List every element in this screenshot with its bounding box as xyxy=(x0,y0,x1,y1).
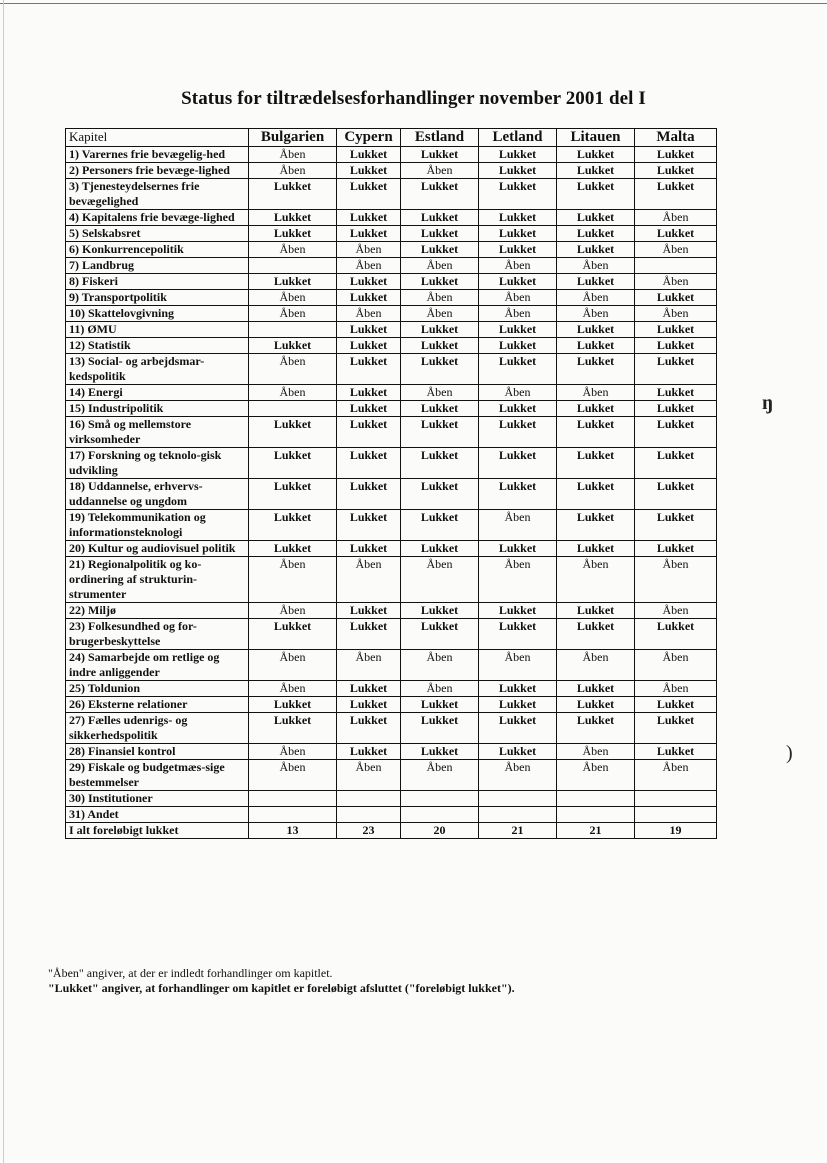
status-cell: Lukket xyxy=(249,179,337,210)
table-row xyxy=(66,713,717,744)
chapter-label: 16) Små og mellemstore virksomheder xyxy=(66,417,249,448)
status-cell: Lukket xyxy=(635,401,717,417)
status-cell: Åben xyxy=(337,242,401,258)
chapter-label: 27) Fælles udenrigs- og sikkerhedspolitik xyxy=(66,713,249,744)
status-cell: Lukket xyxy=(557,619,635,650)
status-cell xyxy=(557,807,635,823)
status-cell: Åben xyxy=(249,163,337,179)
status-cell: Lukket xyxy=(401,744,479,760)
status-cell: Lukket xyxy=(337,744,401,760)
total-cell: 23 xyxy=(337,823,401,839)
status-cell: Lukket xyxy=(479,147,557,163)
status-cell: Lukket xyxy=(479,479,557,510)
status-cell: Lukket xyxy=(337,354,401,385)
total-row xyxy=(66,823,717,839)
status-cell: Lukket xyxy=(557,147,635,163)
chapter-label: 23) Folkesundhed og for-brugerbeskyttelse xyxy=(66,619,249,650)
status-cell: Åben xyxy=(337,650,401,681)
status-cell: Lukket xyxy=(479,619,557,650)
status-cell: Lukket xyxy=(249,619,337,650)
status-cell: Åben xyxy=(557,290,635,306)
status-cell xyxy=(635,807,717,823)
table-row xyxy=(66,226,717,242)
status-cell: Lukket xyxy=(249,510,337,541)
status-cell: Åben xyxy=(635,242,717,258)
status-cell: Åben xyxy=(249,147,337,163)
status-cell: Åben xyxy=(249,306,337,322)
status-cell: Åben xyxy=(401,306,479,322)
status-cell: Lukket xyxy=(635,226,717,242)
status-cell: Lukket xyxy=(337,274,401,290)
total-cell: 13 xyxy=(249,823,337,839)
status-cell: Lukket xyxy=(401,417,479,448)
chapter-label: 25) Toldunion xyxy=(66,681,249,697)
chapter-label: 22) Miljø xyxy=(66,603,249,619)
status-cell: Åben xyxy=(249,650,337,681)
table-row xyxy=(66,541,717,557)
status-cell: Lukket xyxy=(401,510,479,541)
status-cell: Lukket xyxy=(401,147,479,163)
status-cell: Lukket xyxy=(635,385,717,401)
table-row xyxy=(66,807,717,823)
status-cell: Lukket xyxy=(249,479,337,510)
status-cell: Lukket xyxy=(337,163,401,179)
status-cell: Åben xyxy=(557,760,635,791)
status-cell: Lukket xyxy=(635,147,717,163)
status-cell: Åben xyxy=(401,650,479,681)
status-cell: Lukket xyxy=(557,401,635,417)
status-cell xyxy=(249,401,337,417)
status-cell: Lukket xyxy=(557,448,635,479)
chapter-label: 10) Skattelovgivning xyxy=(66,306,249,322)
status-cell: Åben xyxy=(557,744,635,760)
status-cell: Lukket xyxy=(479,338,557,354)
status-cell: Lukket xyxy=(401,697,479,713)
status-cell: Lukket xyxy=(249,338,337,354)
chapter-label: 17) Forskning og teknolo-gisk udvikling xyxy=(66,448,249,479)
table-row xyxy=(66,163,717,179)
table-row xyxy=(66,650,717,681)
chapter-label: 12) Statistik xyxy=(66,338,249,354)
total-cell: 19 xyxy=(635,823,717,839)
status-cell: Lukket xyxy=(337,338,401,354)
chapter-label: 28) Finansiel kontrol xyxy=(66,744,249,760)
table-row xyxy=(66,242,717,258)
status-cell xyxy=(249,807,337,823)
table-row xyxy=(66,479,717,510)
status-cell: Åben xyxy=(479,510,557,541)
status-cell: Lukket xyxy=(635,510,717,541)
table-row xyxy=(66,619,717,650)
status-cell: Lukket xyxy=(479,541,557,557)
status-cell: Lukket xyxy=(635,338,717,354)
status-cell: Lukket xyxy=(337,541,401,557)
status-table xyxy=(65,128,717,839)
status-cell: Lukket xyxy=(337,147,401,163)
status-cell xyxy=(635,791,717,807)
status-cell: Lukket xyxy=(479,744,557,760)
status-cell: Lukket xyxy=(401,210,479,226)
status-cell: Åben xyxy=(557,385,635,401)
status-cell xyxy=(401,791,479,807)
table-row xyxy=(66,744,717,760)
status-cell: Åben xyxy=(337,306,401,322)
chapter-label: 9) Transportpolitik xyxy=(66,290,249,306)
status-cell: Lukket xyxy=(635,354,717,385)
status-cell: Åben xyxy=(337,557,401,603)
table-row xyxy=(66,306,717,322)
status-cell: Åben xyxy=(401,557,479,603)
status-cell: Åben xyxy=(401,681,479,697)
status-cell: Åben xyxy=(249,354,337,385)
table-row xyxy=(66,401,717,417)
chapter-label: 14) Energi xyxy=(66,385,249,401)
table-row xyxy=(66,681,717,697)
status-cell: Åben xyxy=(557,650,635,681)
status-cell: Lukket xyxy=(337,619,401,650)
status-cell: Lukket xyxy=(479,448,557,479)
status-cell: Åben xyxy=(635,650,717,681)
table-row xyxy=(66,290,717,306)
header-row xyxy=(66,129,717,147)
table-row xyxy=(66,147,717,163)
status-cell xyxy=(479,807,557,823)
chapter-label: 18) Uddannelse, erhvervs-uddannelse og ungdom xyxy=(66,479,249,510)
status-cell: Lukket xyxy=(337,681,401,697)
status-cell: Lukket xyxy=(249,448,337,479)
table-body xyxy=(66,147,717,839)
status-cell: Åben xyxy=(557,258,635,274)
table-row xyxy=(66,354,717,385)
status-cell: Lukket xyxy=(635,619,717,650)
chapter-label: 29) Fiskale og budgetmæs-sige bestemmelser xyxy=(66,760,249,791)
chapter-label: 21) Regionalpolitik og ko-ordinering af strukturin-strumenter xyxy=(66,557,249,603)
status-cell: Åben xyxy=(479,258,557,274)
chapter-label: 31) Andet xyxy=(66,807,249,823)
chapter-label: 26) Eksterne relationer xyxy=(66,697,249,713)
status-cell: Lukket xyxy=(635,541,717,557)
chapter-label: 15) Industripolitik xyxy=(66,401,249,417)
margin-mark: ) xyxy=(786,742,793,764)
status-cell: Lukket xyxy=(337,290,401,306)
header-country: Letland xyxy=(479,129,557,147)
status-cell: Lukket xyxy=(479,697,557,713)
status-cell: Lukket xyxy=(557,179,635,210)
chapter-label: 19) Telekommunikation og informationsteknologi xyxy=(66,510,249,541)
status-cell: Lukket xyxy=(479,417,557,448)
status-cell: Lukket xyxy=(337,322,401,338)
status-cell xyxy=(249,322,337,338)
status-cell: Åben xyxy=(635,274,717,290)
chapter-label: 6) Konkurrencepolitik xyxy=(66,242,249,258)
status-cell: Lukket xyxy=(557,163,635,179)
status-cell: Åben xyxy=(249,681,337,697)
status-cell: Åben xyxy=(249,603,337,619)
status-cell: Lukket xyxy=(635,290,717,306)
top-edge-line xyxy=(0,3,827,4)
status-cell: Lukket xyxy=(401,242,479,258)
status-cell: Lukket xyxy=(249,274,337,290)
status-cell: Åben xyxy=(635,306,717,322)
status-cell: Lukket xyxy=(401,713,479,744)
status-cell: Åben xyxy=(249,557,337,603)
status-cell: Lukket xyxy=(337,448,401,479)
status-cell: Åben xyxy=(479,650,557,681)
status-cell: Lukket xyxy=(557,354,635,385)
status-cell: Lukket xyxy=(557,226,635,242)
status-cell: Lukket xyxy=(479,603,557,619)
status-cell: Lukket xyxy=(401,274,479,290)
status-cell: Åben xyxy=(479,557,557,603)
status-cell: Lukket xyxy=(401,603,479,619)
header-country: Estland xyxy=(401,129,479,147)
table-row xyxy=(66,603,717,619)
status-cell: Lukket xyxy=(479,681,557,697)
status-cell: Lukket xyxy=(401,619,479,650)
page-title: Status for tiltrædelsesforhandlinger november 2001 del I xyxy=(181,88,646,109)
status-cell: Lukket xyxy=(479,274,557,290)
table-row xyxy=(66,697,717,713)
status-cell: Åben xyxy=(337,258,401,274)
status-cell: Lukket xyxy=(337,417,401,448)
status-cell: Åben xyxy=(249,242,337,258)
total-cell: 21 xyxy=(557,823,635,839)
status-cell: Åben xyxy=(401,163,479,179)
status-cell xyxy=(337,807,401,823)
status-cell xyxy=(401,807,479,823)
table-row xyxy=(66,322,717,338)
status-cell: Lukket xyxy=(635,479,717,510)
status-cell: Lukket xyxy=(635,417,717,448)
status-cell: Lukket xyxy=(479,179,557,210)
table-row xyxy=(66,210,717,226)
status-cell: Lukket xyxy=(557,322,635,338)
status-cell xyxy=(479,791,557,807)
status-cell: Åben xyxy=(635,210,717,226)
status-cell: Lukket xyxy=(557,681,635,697)
chapter-label: 30) Institutioner xyxy=(66,791,249,807)
chapter-label: 20) Kultur og audiovisuel politik xyxy=(66,541,249,557)
status-cell xyxy=(249,791,337,807)
status-cell: Åben xyxy=(401,290,479,306)
chapter-label: 24) Samarbejde om retlige og indre anliggender xyxy=(66,650,249,681)
header-country: Bulgarien xyxy=(249,129,337,147)
chapter-label: 8) Fiskeri xyxy=(66,274,249,290)
status-cell: Åben xyxy=(557,306,635,322)
status-cell: Lukket xyxy=(557,510,635,541)
status-cell: Lukket xyxy=(635,322,717,338)
status-cell: Lukket xyxy=(635,163,717,179)
chapter-label: 13) Social- og arbejdsmar-kedspolitik xyxy=(66,354,249,385)
status-cell: Lukket xyxy=(337,385,401,401)
status-cell: Lukket xyxy=(479,322,557,338)
status-cell: Åben xyxy=(401,760,479,791)
status-cell: Åben xyxy=(635,603,717,619)
status-cell xyxy=(557,791,635,807)
status-cell: Lukket xyxy=(337,603,401,619)
chapter-label: 7) Landbrug xyxy=(66,258,249,274)
status-cell: Lukket xyxy=(401,322,479,338)
status-cell: Lukket xyxy=(479,242,557,258)
footnotes xyxy=(48,966,515,996)
status-cell: Lukket xyxy=(635,713,717,744)
chapter-label: 4) Kapitalens frie bevæge-lighed xyxy=(66,210,249,226)
status-cell: Åben xyxy=(479,760,557,791)
status-cell: Lukket xyxy=(337,510,401,541)
status-cell: Åben xyxy=(401,385,479,401)
status-cell: Lukket xyxy=(479,163,557,179)
status-cell: Åben xyxy=(337,760,401,791)
status-cell: Lukket xyxy=(635,697,717,713)
table-row xyxy=(66,510,717,541)
status-cell: Lukket xyxy=(557,541,635,557)
status-cell: Åben xyxy=(479,290,557,306)
status-cell: Lukket xyxy=(249,226,337,242)
status-cell: Lukket xyxy=(557,274,635,290)
status-cell xyxy=(249,258,337,274)
status-cell: Lukket xyxy=(401,226,479,242)
status-cell: Lukket xyxy=(557,479,635,510)
header-country: Cypern xyxy=(337,129,401,147)
status-cell: Lukket xyxy=(557,603,635,619)
status-cell: Lukket xyxy=(635,179,717,210)
status-cell: Åben xyxy=(479,306,557,322)
status-cell: Lukket xyxy=(401,541,479,557)
status-cell: Lukket xyxy=(479,713,557,744)
status-cell: Lukket xyxy=(479,226,557,242)
status-cell xyxy=(635,258,717,274)
status-cell: Lukket xyxy=(249,697,337,713)
status-cell: Lukket xyxy=(249,541,337,557)
status-cell: Lukket xyxy=(337,479,401,510)
status-cell: Lukket xyxy=(635,744,717,760)
status-cell: Lukket xyxy=(479,210,557,226)
table-row xyxy=(66,274,717,290)
status-cell: Lukket xyxy=(249,713,337,744)
status-cell: Lukket xyxy=(401,179,479,210)
status-cell: Lukket xyxy=(401,479,479,510)
status-cell: Lukket xyxy=(337,697,401,713)
status-cell: Lukket xyxy=(557,697,635,713)
chapter-label: 1) Varernes frie bevægelig-hed xyxy=(66,147,249,163)
status-cell: Lukket xyxy=(557,210,635,226)
left-edge-line xyxy=(3,0,4,1163)
status-cell: Lukket xyxy=(479,354,557,385)
status-cell: Åben xyxy=(249,290,337,306)
status-cell: Lukket xyxy=(557,338,635,354)
table-row xyxy=(66,557,717,603)
status-cell: Lukket xyxy=(635,448,717,479)
table-row xyxy=(66,791,717,807)
table-row xyxy=(66,760,717,791)
status-cell: Lukket xyxy=(337,179,401,210)
footnote-aaben: "Åben" angiver, at der er indledt forhandlinger om kapitlet. xyxy=(48,966,333,980)
table-row xyxy=(66,448,717,479)
status-cell: Åben xyxy=(635,760,717,791)
status-cell: Åben xyxy=(479,385,557,401)
table-row xyxy=(66,338,717,354)
status-cell: Lukket xyxy=(249,417,337,448)
status-cell: Lukket xyxy=(401,448,479,479)
status-cell: Lukket xyxy=(249,210,337,226)
total-cell: 21 xyxy=(479,823,557,839)
status-cell: Åben xyxy=(635,681,717,697)
status-cell: Lukket xyxy=(337,401,401,417)
status-cell: Åben xyxy=(557,557,635,603)
total-cell: 20 xyxy=(401,823,479,839)
status-cell: Åben xyxy=(249,760,337,791)
header-country: Malta xyxy=(635,129,717,147)
table-row xyxy=(66,417,717,448)
table-row xyxy=(66,385,717,401)
status-cell: Lukket xyxy=(557,417,635,448)
footnote-lukket: "Lukket" angiver, at forhandlinger om kapitlet er foreløbigt afsluttet ("foreløbigt lukket"). xyxy=(48,981,515,995)
status-cell: Lukket xyxy=(337,210,401,226)
status-cell xyxy=(337,791,401,807)
status-cell: Lukket xyxy=(401,401,479,417)
status-cell: Lukket xyxy=(337,713,401,744)
status-cell: Lukket xyxy=(479,401,557,417)
status-cell: Lukket xyxy=(401,338,479,354)
status-cell: Åben xyxy=(635,557,717,603)
header-country: Litauen xyxy=(557,129,635,147)
chapter-label: 5) Selskabsret xyxy=(66,226,249,242)
chapter-label: 2) Personers frie bevæge-lighed xyxy=(66,163,249,179)
chapter-label: 11) ØMU xyxy=(66,322,249,338)
chapter-label: 3) Tjenesteydelsernes frie bevægelighed xyxy=(66,179,249,210)
table-row xyxy=(66,258,717,274)
status-cell: Åben xyxy=(249,385,337,401)
table-row xyxy=(66,179,717,210)
status-cell: Åben xyxy=(249,744,337,760)
status-cell: Lukket xyxy=(557,242,635,258)
margin-mark: ŋ xyxy=(762,392,774,414)
status-cell: Lukket xyxy=(401,354,479,385)
header-kapitel: Kapitel xyxy=(66,129,249,147)
status-cell: Lukket xyxy=(557,713,635,744)
status-cell: Åben xyxy=(401,258,479,274)
status-cell: Lukket xyxy=(337,226,401,242)
total-label: I alt foreløbigt lukket xyxy=(66,823,249,839)
